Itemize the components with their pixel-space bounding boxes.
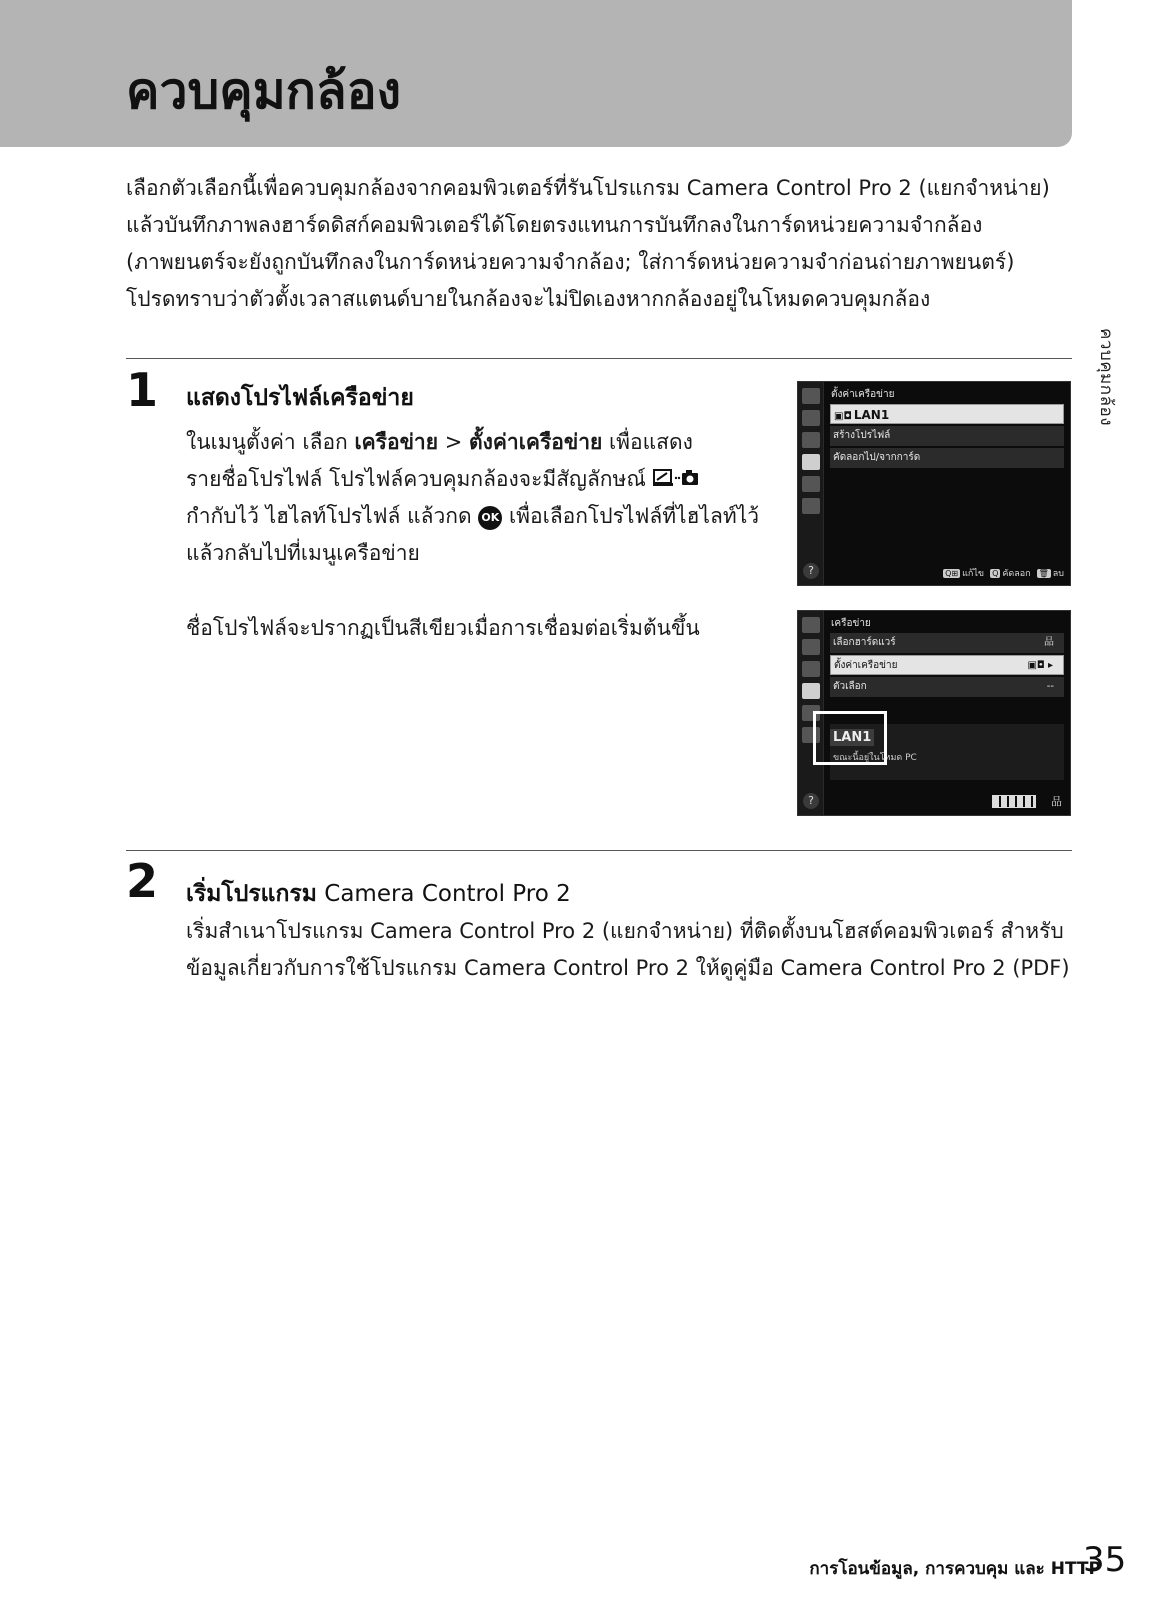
step-2-instructions (186, 913, 1076, 987)
page-title: ควบคุมกล้อง (126, 62, 402, 120)
text: เริ่มโปรแกรม (186, 881, 317, 907)
create-profile-row: สร้างโปรไฟล์ (830, 426, 1064, 446)
screen-title: ตั้งค่าเครือข่าย (831, 389, 895, 400)
options-row (830, 677, 1064, 697)
section-divider (126, 850, 1072, 851)
intro-line: แล้วบันทึกภาพลงฮาร์ดดิสก์คอมพิวเตอร์ได้โดยตรงแทนการบันทึกลงในการ์ดหน่วยความจำกล้อง (126, 213, 983, 237)
intro-line: (ภาพยนตร์จะยังถูกบันทึกลงในการ์ดหน่วยความจำกล้อง; ใส่การ์ดหน่วยความจำก่อนถ่ายภาพยนตร์) (126, 250, 1015, 274)
intro-line: โปรดทราบว่าตัวตั้งเวลาสแตนด์บายในกล้องจะไม่ปิดเองหากกล้องอยู่ในโหมดควบคุมกล้อง (126, 287, 931, 311)
help-icon: ? (803, 793, 819, 809)
edit-key-icon: Q⊞ (945, 569, 959, 578)
edit-hint (943, 566, 984, 580)
text: เพื่อเลือกโปรไฟล์ที่ไฮไลท์ไว้ (502, 504, 760, 528)
menu-tabs (798, 382, 824, 585)
choose-hardware-row (830, 633, 1064, 653)
section-divider (126, 358, 1072, 359)
profile-name: LAN1 (830, 729, 874, 746)
row-label: เลือกฮาร์ดแวร์ (833, 637, 896, 648)
instruction-line: ข้อมูลเกี่ยวกับการใช้โปรแกรม Camera Control Pro 2 ให้ดูคู่มือ Camera Control Pro 2 (PDF) (186, 956, 1070, 980)
custom-tab-icon (802, 661, 820, 677)
text: > (438, 430, 469, 454)
setup-tab-icon (802, 683, 820, 699)
step-1-instructions (186, 424, 776, 572)
retouch-tab-icon (802, 476, 820, 492)
row-value: -- (1046, 681, 1054, 692)
camera-screen-network-settings (797, 381, 1071, 586)
ok-button-icon: OK (478, 506, 502, 530)
profile-name: LAN1 (853, 408, 890, 422)
screen-title: เครือข่าย (831, 618, 871, 629)
step-number: 1 (126, 363, 159, 417)
zoom-key-icon: Q (992, 569, 999, 578)
battery-icon (992, 795, 1036, 808)
text: เพื่อแสดง (602, 430, 693, 454)
text: กำกับไว้ ไฮไลท์โปรไฟล์ แล้วกด (186, 504, 479, 528)
text: ลบ (1052, 569, 1064, 579)
text: ในเมนูตั้งค่า เลือก (186, 430, 355, 454)
photo-tab-icon (802, 639, 820, 655)
setup-tab-icon (802, 454, 820, 470)
playback-tab-icon (802, 617, 820, 633)
intro-line: เลือกตัวเลือกนี้เพื่อควบคุมกล้องจากคอมพิวเตอร์ที่รันโปรแกรม Camera Control Pro 2 (แยกจำหน่าย) (126, 176, 1050, 200)
profile-row-lan1 (830, 404, 1064, 424)
wired-lan-icon: 品 (1044, 637, 1054, 648)
text: คัดลอก (1002, 569, 1031, 579)
menu-path-network: เครือข่าย (354, 430, 439, 454)
note-line: ชื่อโปรไฟล์จะปรากฏเป็นสีเขียวเมื่อการเชื่อมต่อเริ่มต้นขึ้น (186, 616, 700, 640)
mymenu-tab-icon (802, 498, 820, 514)
step-number: 2 (126, 854, 159, 908)
footer-section-label: การโอนข้อมูล, การควบคุม และ HTTP (809, 1559, 1101, 1579)
camera-control-profile-icon: ▣◘ (834, 411, 852, 422)
photo-tab-icon (802, 410, 820, 426)
side-tab-label: ควบคุมกล้อง (1096, 328, 1116, 427)
step-title: แสดงโปรไฟล์เครือข่าย (186, 385, 414, 411)
page-number: 35 (1083, 1540, 1127, 1580)
highlight-box (813, 711, 887, 765)
network-settings-row (830, 655, 1064, 675)
help-icon: ? (803, 563, 819, 579)
playback-tab-icon (802, 388, 820, 404)
copy-profile-row: คัดลอกไป/จากการ์ด (830, 448, 1064, 468)
instruction-line: แล้วกลับไปที่เมนูเครือข่าย (186, 541, 420, 565)
instruction-line: เริ่มสำเนาโปรแกรม Camera Control Pro 2 (แยกจำหน่าย) ที่ติดตั้งบนโฮสต์คอมพิวเตอร์ สำหรับ (186, 919, 1064, 943)
text: แก้ไข (962, 569, 985, 579)
camera-control-profile-icon (653, 467, 699, 489)
menu-path-network-settings: ตั้งค่าเครือข่าย (468, 430, 603, 454)
row-label: ตั้งค่าเครือข่าย (834, 660, 898, 671)
screen-footer (943, 566, 1064, 580)
row-label: ตัวเลือก (833, 681, 867, 692)
instruction-line (186, 498, 776, 535)
instruction-line (186, 461, 776, 498)
instruction-line (186, 424, 776, 461)
camera-screen-network (797, 610, 1071, 816)
trash-icon: 🗑 (1038, 569, 1049, 578)
text: Camera Control Pro 2 (316, 881, 571, 907)
connection-status: ขณะนี้อยู่ในโหมด PC (830, 748, 1064, 766)
step-title (186, 876, 571, 912)
custom-tab-icon (802, 432, 820, 448)
intro-paragraph (126, 170, 1076, 318)
wired-lan-icon: 品 (1051, 795, 1062, 808)
text: รายชื่อโปรไฟล์ โปรไฟล์ควบคุมกล้องจะมีสัญลักษณ์ (186, 467, 653, 491)
step-1-note (186, 610, 776, 647)
copy-hint (990, 566, 1031, 580)
delete-hint (1037, 566, 1064, 580)
camera-control-profile-icon: ▣◘ ▸ (1027, 660, 1053, 671)
